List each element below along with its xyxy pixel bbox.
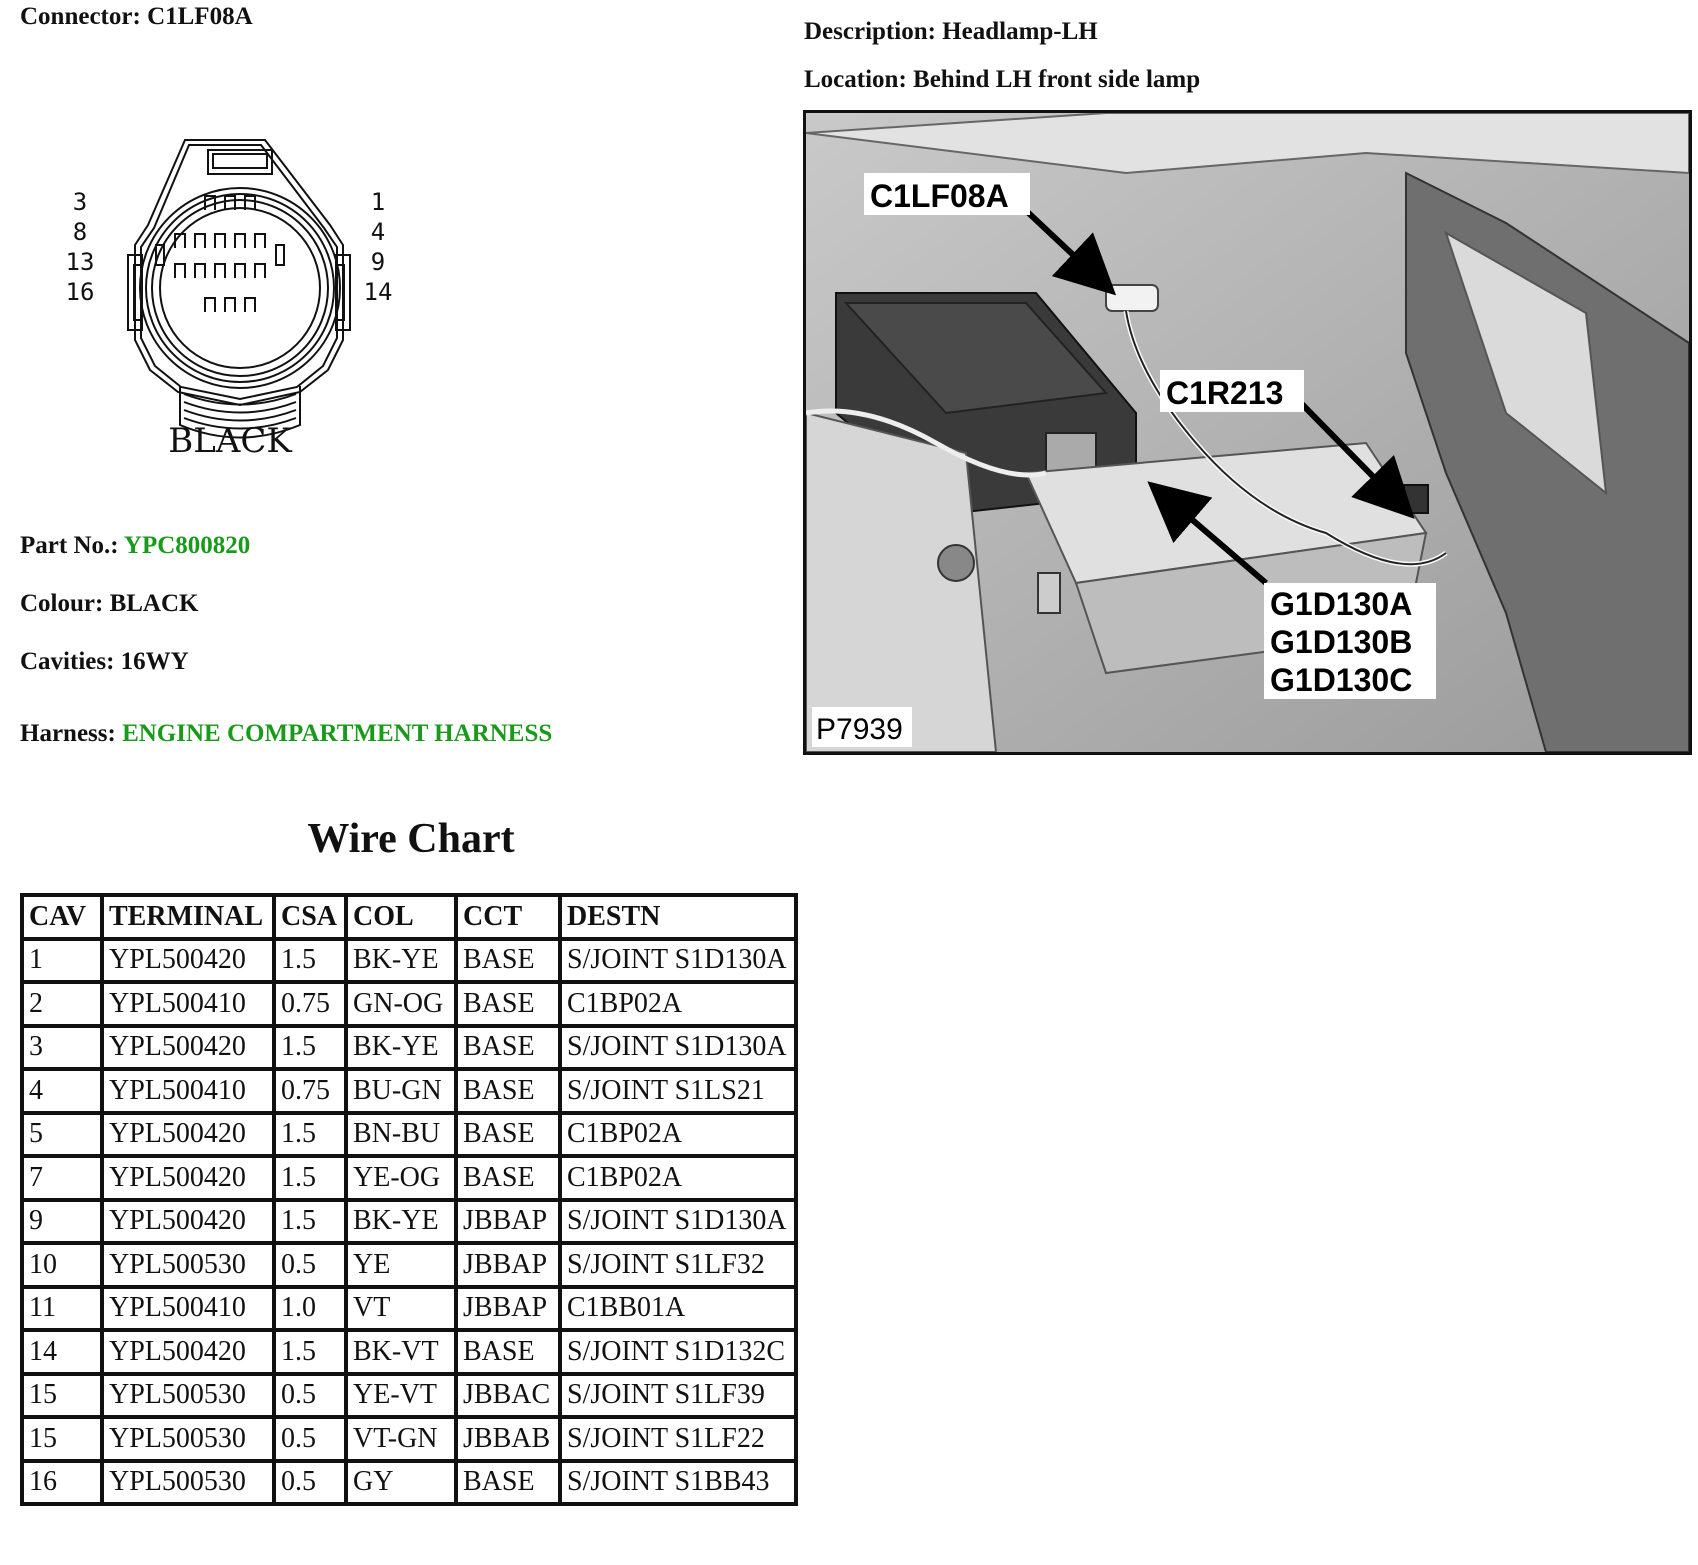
table-row [22,1113,796,1157]
cell-cct: BASE [456,1113,560,1157]
cavities-field [20,648,189,676]
figure-id: P7939 [816,713,903,746]
location-value: Behind LH front side lamp [913,66,1201,93]
cell-cav: 9 [22,1200,102,1244]
cell-cav: 14 [22,1330,102,1374]
cell-destn: C1BP02A [560,1113,796,1157]
cell-col: BK-YE [346,1200,456,1244]
cell-col: BN-BU [346,1113,456,1157]
cell-destn: S/JOINT S1LF22 [560,1417,796,1461]
part-number-label: Part No.: [20,532,119,559]
cell-cav: 3 [22,1026,102,1070]
cell-cct: BASE [456,1026,560,1070]
cell-terminal: YPL500410 [102,1287,274,1331]
wire-chart-body [22,939,796,1505]
connector-color-label: BLACK [168,421,292,461]
cell-cav: 1 [22,939,102,983]
table-row [22,1374,796,1418]
cell-cav: 15 [22,1374,102,1418]
cell-col: YE-OG [346,1156,456,1200]
harness-value[interactable]: ENGINE COMPARTMENT HARNESS [122,720,553,747]
cell-terminal: YPL500420 [102,1026,274,1070]
cell-destn: S/JOINT S1LS21 [560,1069,796,1113]
table-row [22,982,796,1026]
table-row [22,1156,796,1200]
cell-cav: 7 [22,1156,102,1200]
header-cct: CCT [456,895,560,939]
connector-value: C1LF08A [147,3,253,30]
cell-cct: JBBAP [456,1287,560,1331]
pin-label-right-3: 9 [370,248,386,276]
description-value: Headlamp-LH [942,18,1098,45]
part-number-value[interactable]: YPC800820 [123,532,251,559]
cell-col: BK-VT [346,1330,456,1374]
cell-destn: C1BP02A [560,1156,796,1200]
cell-cav: 2 [22,982,102,1026]
part-number-field [20,532,250,560]
cell-cct: BASE [456,1330,560,1374]
cell-col: VT [346,1287,456,1331]
callout-c1r213: C1R213 [1166,375,1284,411]
description-label: Description: [804,18,936,45]
cell-destn: C1BP02A [560,982,796,1026]
cell-cct: JBBAB [456,1417,560,1461]
pin-label-right-2: 4 [370,218,386,246]
connector-pinout-diagram [60,130,440,470]
header-csa: CSA [274,895,346,939]
cell-col: BK-YE [346,1026,456,1070]
cell-csa: 1.5 [274,1200,346,1244]
cell-cct: JBBAP [456,1243,560,1287]
location-label: Location: [804,66,907,93]
header-terminal: TERMINAL [102,895,274,939]
table-row [22,1330,796,1374]
table-row [22,1026,796,1070]
cell-cav: 4 [22,1069,102,1113]
cell-destn: S/JOINT S1LF39 [560,1374,796,1418]
cell-destn: S/JOINT S1D130A [560,1200,796,1244]
header-col: COL [346,895,456,939]
cell-csa: 1.5 [274,939,346,983]
cell-destn: C1BB01A [560,1287,796,1331]
wire-chart-table [20,893,798,1506]
colour-label: Colour: [20,590,104,617]
table-row [22,1417,796,1461]
cell-cct: BASE [456,1461,560,1505]
cell-csa: 1.5 [274,1113,346,1157]
cell-terminal: YPL500420 [102,1113,274,1157]
cavities-value: 16WY [120,648,189,675]
table-row [22,1461,796,1505]
cell-terminal: YPL500530 [102,1374,274,1418]
cell-col: BK-YE [346,939,456,983]
pin-label-right-4: 14 [363,278,393,306]
cell-csa: 1.5 [274,1156,346,1200]
colour-field [20,590,198,618]
cell-destn: S/JOINT S1D130A [560,1026,796,1070]
callout-g1d130c: G1D130C [1270,662,1413,698]
cell-cct: JBBAC [456,1374,560,1418]
header-cav: CAV [22,895,102,939]
header-destn: DESTN [560,895,796,939]
cell-cct: BASE [456,1069,560,1113]
pin-label-right-1: 1 [370,188,386,216]
callout-g1d130b: G1D130B [1270,624,1413,660]
table-row [22,939,796,983]
cell-col: BU-GN [346,1069,456,1113]
table-row [22,1287,796,1331]
cell-col: VT-GN [346,1417,456,1461]
cell-destn: S/JOINT S1LF32 [560,1243,796,1287]
pin-label-left-2: 8 [72,218,88,246]
cell-col: GY [346,1461,456,1505]
pin-label-left-1: 3 [72,188,88,216]
description-field [804,18,1098,46]
cell-terminal: YPL500530 [102,1417,274,1461]
callout-connector: C1LF08A [870,178,1009,214]
cell-col: YE-VT [346,1374,456,1418]
cell-destn: S/JOINT S1D130A [560,939,796,983]
pin-label-left-3: 13 [65,248,95,276]
cell-destn: S/JOINT S1BB43 [560,1461,796,1505]
cell-cct: BASE [456,982,560,1026]
cell-csa: 0.5 [274,1461,346,1505]
cell-terminal: YPL500530 [102,1461,274,1505]
cell-terminal: YPL500420 [102,1156,274,1200]
cell-col: YE [346,1243,456,1287]
cell-cct: BASE [456,939,560,983]
cell-terminal: YPL500420 [102,1330,274,1374]
table-row [22,1069,796,1113]
cell-terminal: YPL500410 [102,982,274,1026]
location-photo [803,110,1692,755]
cell-csa: 1.0 [274,1287,346,1331]
cell-col: GN-OG [346,982,456,1026]
wire-chart-title: Wire Chart [307,816,515,862]
cell-terminal: YPL500410 [102,1069,274,1113]
cell-cav: 5 [22,1113,102,1157]
cell-terminal: YPL500420 [102,939,274,983]
callout-g1d130a: G1D130A [1270,586,1413,622]
cavities-label: Cavities: [20,648,115,675]
harness-label: Harness: [20,720,116,747]
cell-cav: 16 [22,1461,102,1505]
pin-label-left-4: 16 [65,278,95,306]
colour-value: BLACK [109,590,199,617]
cell-cav: 10 [22,1243,102,1287]
cell-terminal: YPL500420 [102,1200,274,1244]
cell-csa: 0.75 [274,1069,346,1113]
cell-terminal: YPL500530 [102,1243,274,1287]
cell-csa: 0.5 [274,1374,346,1418]
cell-csa: 0.5 [274,1243,346,1287]
cell-csa: 0.75 [274,982,346,1026]
cell-cct: BASE [456,1156,560,1200]
table-row [22,1200,796,1244]
cell-csa: 0.5 [274,1417,346,1461]
table-row [22,1243,796,1287]
location-field [804,66,1200,94]
cell-destn: S/JOINT S1D132C [560,1330,796,1374]
cell-cct: JBBAP [456,1200,560,1244]
cell-cav: 11 [22,1287,102,1331]
connector-label: Connector: [20,3,141,30]
connector-field [20,3,253,31]
cell-csa: 1.5 [274,1026,346,1070]
table-header-row [22,895,796,939]
cell-cav: 15 [22,1417,102,1461]
harness-field [20,720,552,748]
cell-csa: 1.5 [274,1330,346,1374]
